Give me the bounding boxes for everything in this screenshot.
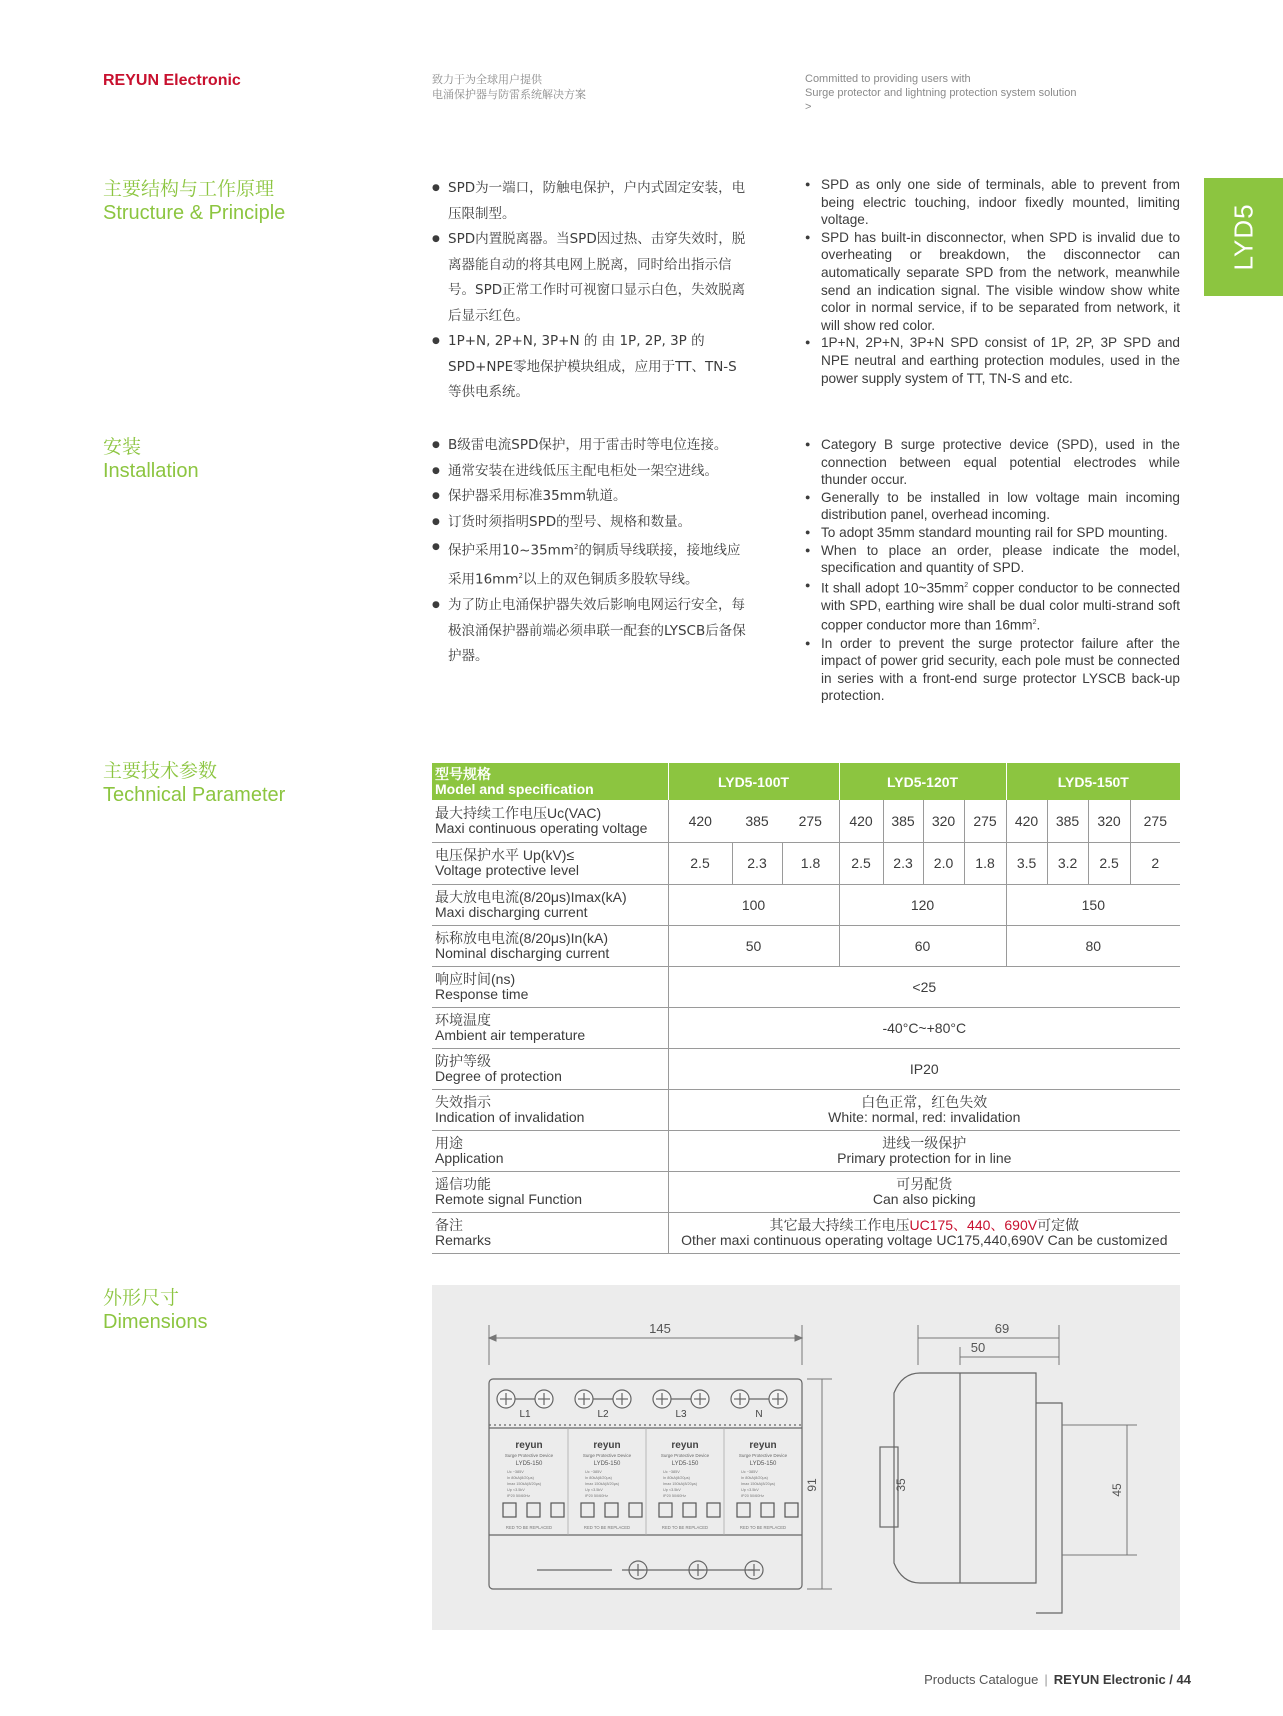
module-subtitle: Surge Protective Device bbox=[582, 1453, 632, 1458]
table-cell: 1.8 bbox=[782, 842, 839, 884]
module-brand: reyun bbox=[515, 1440, 543, 1451]
module-footer: RED TO BE REPLACED bbox=[739, 1525, 787, 1530]
technical-parameter-table bbox=[432, 763, 1180, 1254]
indicator-window bbox=[785, 1503, 798, 1517]
table-row: 电压保护水平 Up(kV)≤ Voltage protective level 2.5 2.3 1.8 2.5 2.3 2.0 1.8 3.5 3.2 2.5 2 bbox=[432, 842, 1180, 884]
module-spec-line: Up <3.5kV bbox=[741, 1488, 759, 1492]
indicator-window bbox=[707, 1503, 720, 1517]
indicator-window bbox=[761, 1503, 774, 1517]
list-item: ● In order to prevent the surge protector failure after the impact of power grid security, each pole must be connected in series with a front-end surge protector LYSCB back-up protection. bbox=[805, 635, 1180, 705]
pole-label: L3 bbox=[675, 1409, 687, 1420]
header-tagline-en-line2: Surge protector and lightning protection system solution bbox=[805, 87, 1077, 99]
page-footer bbox=[924, 1672, 1191, 1687]
list-item: ● To adopt 35mm standard mounting rail for SPD mounting. bbox=[805, 524, 1180, 542]
front-height-label: 91 bbox=[805, 1478, 819, 1492]
table-row: 最大持续工作电压Uc(VAC) Maxi continuous operating voltage 420 385 275 420 385 320 275 420 385 320 275 bbox=[432, 800, 1180, 842]
table-cell: 2 bbox=[1130, 842, 1180, 884]
list-item: ● 订货时须指明SPD的型号、规格和数量。 bbox=[432, 510, 750, 536]
installation-section-title bbox=[103, 436, 199, 483]
side-inner-label: 50 bbox=[970, 1340, 986, 1355]
model-header: LYD5-100T bbox=[668, 763, 839, 800]
indicator-window bbox=[551, 1503, 564, 1517]
module-footer: RED TO BE REPLACED bbox=[505, 1525, 553, 1530]
installation-title-cn: 安装 bbox=[103, 436, 142, 458]
module-spec-line: Imax 150kA(8/20μs) bbox=[507, 1482, 542, 1486]
bottom-terminals bbox=[537, 1561, 763, 1579]
table-cell: 385 bbox=[732, 800, 782, 842]
module-footer: RED TO BE REPLACED bbox=[583, 1525, 631, 1530]
table-cell: IP20 bbox=[668, 1048, 1180, 1089]
structure-title-en: Structure & Principle bbox=[103, 202, 286, 224]
table-row: 最大放电电流(8/20μs)Imax(kA) Maxi discharging current 100 120 150 bbox=[432, 884, 1180, 925]
side-width-dimension bbox=[918, 1325, 1059, 1365]
module-spec-line: Up <3.5kV bbox=[663, 1488, 681, 1492]
technical-section-title bbox=[103, 760, 285, 807]
technical-title-en: Technical Parameter bbox=[103, 784, 286, 806]
module-spec-line: In 80kA(8/20μs) bbox=[663, 1476, 690, 1480]
table-cell: 可另配货 Can also picking bbox=[668, 1171, 1180, 1212]
table-cell: 60 bbox=[839, 925, 1006, 966]
pole-label: L2 bbox=[597, 1409, 609, 1420]
table-cell: 100 bbox=[668, 884, 839, 925]
structure-list-en bbox=[805, 176, 1180, 387]
table-cell: 1.8 bbox=[964, 842, 1006, 884]
table-cell: 320 bbox=[1088, 800, 1130, 842]
module-spec-line: Uc ~385V bbox=[663, 1470, 680, 1474]
module-spec-line: Uc ~385V bbox=[585, 1470, 602, 1474]
module-model: LYD5-150 bbox=[671, 1461, 699, 1467]
table-row: 备注 Remarks 其它最大持续工作电压UC175、440、690V可定做 Other maxi continuous operating voltage UC175,440,690V Can be customized bbox=[432, 1212, 1180, 1253]
module-spec-line: Uc ~385V bbox=[507, 1470, 524, 1474]
indicator-window bbox=[683, 1503, 696, 1517]
table-cell: 2.5 bbox=[668, 842, 732, 884]
table-cell: <25 bbox=[668, 966, 1180, 1007]
indicator-window bbox=[503, 1503, 516, 1517]
table-cell: 其它最大持续工作电压UC175、440、690V可定做 Other maxi continuous operating voltage UC175,440,690V Can be customized bbox=[668, 1212, 1180, 1253]
table-row: 标称放电电流(8/20μs)In(kA) Nominal discharging current 50 60 80 bbox=[432, 925, 1180, 966]
table-cell: -40°C~+80°C bbox=[668, 1007, 1180, 1048]
footer-catalogue: Products Catalogue bbox=[924, 1672, 1039, 1687]
indicator-window bbox=[629, 1503, 642, 1517]
table-cell: 白色正常，红色失效 White: normal, red: invalidation bbox=[668, 1089, 1180, 1130]
table-cell: 420 bbox=[1006, 800, 1047, 842]
dimensions-title-en: Dimensions bbox=[103, 1311, 208, 1333]
module-spec-line: IP20 50/60Hz bbox=[741, 1494, 765, 1498]
table-row: 用途 Application 进线一级保护 Primary protection for in line bbox=[432, 1130, 1180, 1171]
header-tagline-en-line3: > bbox=[805, 101, 812, 113]
module-model: LYD5-150 bbox=[515, 1461, 543, 1467]
header-tagline-cn-line2: 电涌保护器与防雷系统解决方案 bbox=[432, 88, 586, 101]
indicator-window bbox=[605, 1503, 618, 1517]
table-cell: 120 bbox=[839, 884, 1006, 925]
table-row: 失效指示 Indication of invalidation 白色正常，红色失效 White: normal, red: invalidation bbox=[432, 1089, 1180, 1130]
table-cell: 50 bbox=[668, 925, 839, 966]
table-header-label: 型号规格 Model and specification bbox=[432, 763, 668, 800]
side-left-height-label: 35 bbox=[894, 1478, 908, 1492]
module-model: LYD5-150 bbox=[749, 1461, 777, 1467]
list-item: ● 通常安装在进线低压主配电柜处一架空进线。 bbox=[432, 459, 750, 485]
table-row: 防护等级 Degree of protection IP20 bbox=[432, 1048, 1180, 1089]
table-cell: 80 bbox=[1006, 925, 1180, 966]
side-right-height-label: 45 bbox=[1110, 1483, 1124, 1497]
footer-brand-page: REYUN Electronic / 44 bbox=[1053, 1672, 1191, 1687]
table-header-row bbox=[432, 763, 1180, 800]
module-spec-line: In 80kA(8/20μs) bbox=[585, 1476, 612, 1480]
front-width-dimension bbox=[489, 1325, 802, 1365]
pole-label: L1 bbox=[519, 1409, 531, 1420]
list-item: ● When to place an order, please indicate the model, specification and quantity of SPD. bbox=[805, 542, 1180, 577]
table-cell: 275 bbox=[1130, 800, 1180, 842]
module-brand: reyun bbox=[593, 1440, 621, 1451]
list-item: ● 为了防止电涌保护器失效后影响电网运行安全，每极浪涌保护器前端必须串联一配套的LYSCB后备保护器。 bbox=[432, 593, 750, 670]
front-terminal-group bbox=[497, 1390, 798, 1535]
table-cell: 2.3 bbox=[732, 842, 782, 884]
product-side-tab bbox=[1204, 178, 1283, 296]
table-row: 环境温度 Ambient air temperature -40°C~+80°C bbox=[432, 1007, 1180, 1048]
installation-list-cn bbox=[432, 433, 750, 670]
module-spec-line: Imax 150kA(8/20μs) bbox=[741, 1482, 776, 1486]
module-spec-line: In 80kA(8/20μs) bbox=[741, 1476, 768, 1480]
table-cell: 2.5 bbox=[1088, 842, 1130, 884]
module-spec-line: IP20 50/60Hz bbox=[663, 1494, 687, 1498]
structure-list-cn bbox=[432, 176, 750, 406]
table-cell: 275 bbox=[782, 800, 839, 842]
module-spec-line: Up <3.5kV bbox=[585, 1488, 603, 1492]
front-width-label: 145 bbox=[649, 1321, 671, 1336]
table-cell: 385 bbox=[1047, 800, 1088, 842]
side-view-body bbox=[880, 1373, 1062, 1613]
list-item: ● 保护采用$10\sim 35mm^2$的铜质导线联接，接地线应采用$16mm^2$以上的双色铜质多股软导线。 bbox=[432, 535, 750, 593]
module-spec-line: IP20 50/60Hz bbox=[585, 1494, 609, 1498]
table-cell: 275 bbox=[964, 800, 1006, 842]
header-tagline-en bbox=[805, 72, 1077, 114]
structure-section-title bbox=[103, 178, 285, 225]
table-cell: 320 bbox=[923, 800, 964, 842]
module-brand: reyun bbox=[749, 1440, 777, 1451]
indicator-window bbox=[581, 1503, 594, 1517]
structure-title-cn: 主要结构与工作原理 bbox=[103, 178, 275, 200]
pole-label: N bbox=[755, 1409, 763, 1420]
list-item: ● SPD as only one side of terminals, able to prevent from being electric touching, indoor fixedly mounted, limiting voltage. bbox=[805, 176, 1180, 229]
list-item: ● 1P+N, 2P+N, 3P+N 的 由 1P, 2P, 3P 的SPD+NPE零地保护模块组成，应用于TT、TN-S等供电系统。 bbox=[432, 329, 750, 406]
module-subtitle: Surge Protective Device bbox=[660, 1453, 710, 1458]
table-cell: 385 bbox=[883, 800, 923, 842]
table-row: 遥信功能 Remote signal Function 可另配货 Can also picking bbox=[432, 1171, 1180, 1212]
table-cell: 2.5 bbox=[839, 842, 883, 884]
list-item: ● Generally to be installed in low voltage main incoming distribution panel, overhead incoming. bbox=[805, 489, 1180, 524]
table-cell: 3.2 bbox=[1047, 842, 1088, 884]
module-spec-line: Imax 150kA(8/20μs) bbox=[663, 1482, 698, 1486]
footer-separator: | bbox=[1044, 1672, 1048, 1687]
table-row: 响应时间(ns) Response time <25 bbox=[432, 966, 1180, 1007]
header-tagline-cn bbox=[432, 72, 586, 102]
list-item: ● SPD为一端口，防触电保护，户内式固定安装，电压限制型。 bbox=[432, 176, 750, 227]
list-item: ● SPD内置脱离器。当SPD因过热、击穿失效时，脱离器能自动的将其电网上脱离，同时给出指示信号。SPD正常工作时可视窗口显示白色，失效脱离后显示红色。 bbox=[432, 227, 750, 329]
indicator-window bbox=[527, 1503, 540, 1517]
module-spec-line: IP20 50/60Hz bbox=[507, 1494, 531, 1498]
module-subtitle: Surge Protective Device bbox=[738, 1453, 788, 1458]
model-header: LYD5-120T bbox=[839, 763, 1006, 800]
side-right-dimension bbox=[1062, 1425, 1137, 1555]
side-width-label: 69 bbox=[994, 1321, 1010, 1336]
module-brand: reyun bbox=[671, 1440, 699, 1451]
table-cell: 3.5 bbox=[1006, 842, 1047, 884]
header-tagline-en-line1: Committed to providing users with bbox=[805, 73, 971, 85]
table-cell: 进线一级保护 Primary protection for in line bbox=[668, 1130, 1180, 1171]
table-cell: 420 bbox=[839, 800, 883, 842]
model-header: LYD5-150T bbox=[1006, 763, 1180, 800]
list-item: ● Category B surge protective device (SPD), used in the connection between equal potential electrodes while thunder occur. bbox=[805, 436, 1180, 489]
side-tab-label: LYD5 bbox=[1228, 203, 1258, 271]
table-cell: 2.0 bbox=[923, 842, 964, 884]
module-subtitle: Surge Protective Device bbox=[504, 1453, 554, 1458]
installation-list-en bbox=[805, 436, 1180, 705]
indicator-window bbox=[659, 1503, 672, 1517]
list-item: ● SPD has built-in disconnector, when SPD is invalid due to overheating or breakdown, the disconnector can automatically separate SPD from the network, meanwhile send an indication signal. The visible window show white color in normal service, if to be separated from network, it will show red color. bbox=[805, 229, 1180, 335]
installation-title-en: Installation bbox=[103, 460, 199, 482]
module-spec-line: Imax 150kA(8/20μs) bbox=[585, 1482, 620, 1486]
list-item: ● It shall adopt $10\sim 35mm^2$ copper conductor to be connected with SPD, earthing wire shall be dual color multi-strand soft copper conductor more than $16mm^2$. bbox=[805, 577, 1180, 635]
table-cell: 150 bbox=[1006, 884, 1180, 925]
module-spec-line: In 80kA(8/20μs) bbox=[507, 1476, 534, 1480]
module-spec-line: Uc ~385V bbox=[741, 1470, 758, 1474]
module-model: LYD5-150 bbox=[593, 1461, 621, 1467]
table-cell: 420 bbox=[668, 800, 732, 842]
dimensions-title-cn: 外形尺寸 bbox=[103, 1287, 180, 1309]
dimensions-drawing bbox=[432, 1285, 1180, 1630]
list-item: ● B级雷电流SPD保护，用于雷击时等电位连接。 bbox=[432, 433, 750, 459]
list-item: ● 保护器采用标准35mm轨道。 bbox=[432, 484, 750, 510]
dimensions-drawing-panel bbox=[432, 1285, 1180, 1630]
header-tagline-cn-line1: 致力于为全球用户提供 bbox=[432, 73, 542, 86]
module-footer: RED TO BE REPLACED bbox=[661, 1525, 709, 1530]
technical-title-cn: 主要技术参数 bbox=[103, 760, 218, 782]
table-cell: 2.3 bbox=[883, 842, 923, 884]
module-spec-line: Up <3.5kV bbox=[507, 1488, 525, 1492]
list-item: ● 1P+N, 2P+N, 3P+N SPD consist of 1P, 2P, 3P SPD and NPE neutral and earthing protection modules, used in the power supply system of TT, TN-S and etc. bbox=[805, 334, 1180, 387]
brand-logo-text: REYUN Electronic bbox=[103, 72, 241, 89]
dimensions-section-title bbox=[103, 1287, 207, 1334]
indicator-window bbox=[737, 1503, 750, 1517]
